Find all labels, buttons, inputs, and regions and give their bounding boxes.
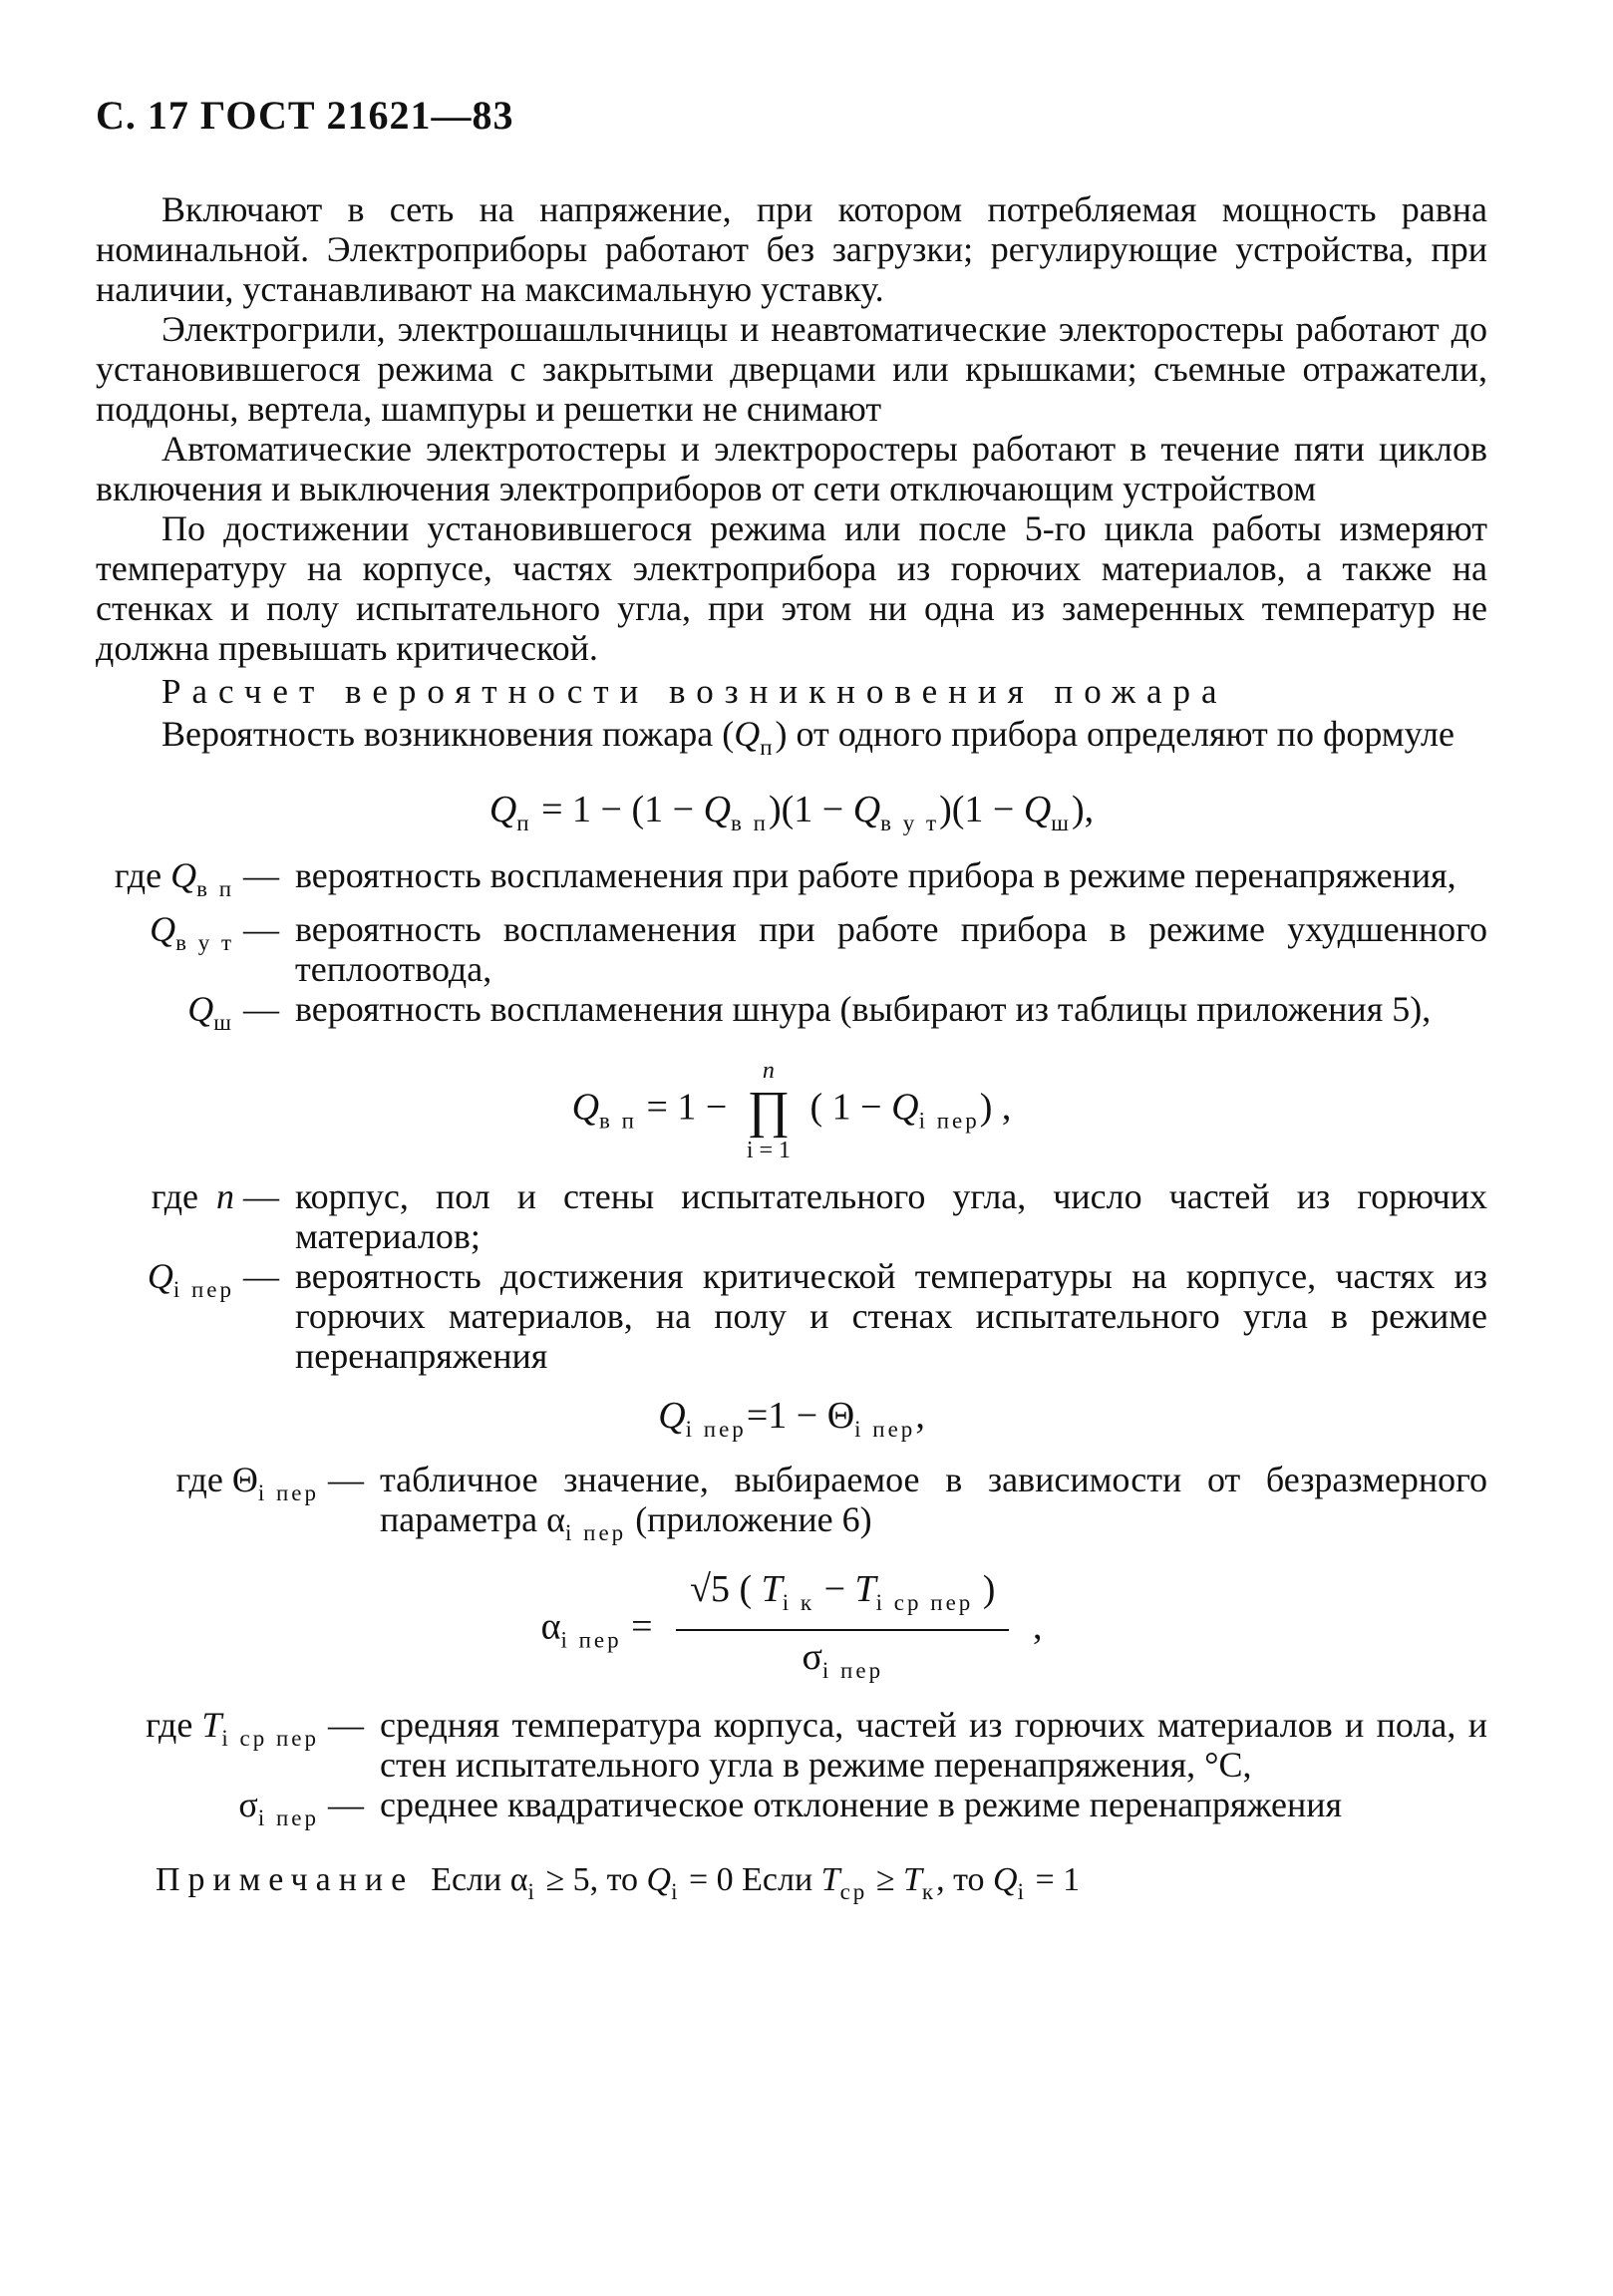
document-body [96,189,1487,1946]
note: Примечание Если $\alpha_i \ge 5$, то $Q_i = 0$ Если $T_{ср} \ge T_к$, то $Q_i = 1$ [156,1861,1081,1904]
formula-dimensionless-parameter: $\alpha_{i пер}$ = $\frac{√5 ( T_{i к} - T_{i ср пер} )}{\sigma_{i пер}}$ , [96,1567,1487,1693]
definition-term: где n — [151,1176,279,1216]
paragraph-4: По достижении установившегося режима или после 5-го цикла работы измеряют температуру на корпусе, частях электроприбора из горючих материалов, а также на стенках и полу испытательного угла, при этом ни одна из замеренных температур не должна превышать критической. [96,508,1487,668]
fraction-denominator: $\sigma_{i пер}$ [802,1636,884,1683]
definition-term: $\sigma_{i пер}$ — [238,1785,364,1830]
fraction [676,1567,1009,1693]
formula-critical-temperature-probability: $Q_{i пер}=1 - \Theta_{i пер}$, [658,1395,925,1442]
page-header: С. 17 ГОСТ 21621—83 [96,93,514,138]
formula-overvoltage-probability: $Q_{в п} = 1 - n$ ∏ i = 1 ( $1 - Q_{i пер}$) , [571,1058,1012,1163]
definition-term: $Q_{в у т}$ — [150,909,279,955]
note-title: Примечание [156,1861,415,1898]
definition-term: где $Q_{в п}$ — [114,855,279,901]
definition-text: средняя температура корпуса, частей из горючих материалов и пола, и стен испытательного угла в режиме перенапряжения, °С, [380,1705,1487,1785]
definition-term: где $\Theta_{i пер}$ — [175,1460,364,1505]
definition-term: где $T_{i ср пер}$ — [146,1705,364,1751]
definitions-list-3 [96,1460,1487,1553]
definition-text: корпус, пол и стены испытательного угла, число частей из горючих материалов; [295,1176,1487,1256]
definitions-list-4 [96,1705,1487,1838]
formula-fire-probability: $Q_п = 1 - (1 - Q_{в п})(1 - Q_{в у т})(1 - Q_ш)$, [488,789,1095,835]
definition-text: среднее квадратическое отклонение в режиме перенапряжения [380,1785,1343,1824]
definition-text: вероятность воспламенения при работе прибора в режиме ухудшенного теплоотвода, [295,909,1487,989]
section-title: Расчет вероятности возникновения пожара [161,672,1228,711]
product-operator: n ∏ i = 1 [746,1058,792,1163]
definition-text: вероятность воспламенения шнура (выбирают из таблицы приложения 5), [295,989,1432,1029]
paragraph-2: Электрогрили, электрошашлычницы и неавтоматические электоростеры работают до установившегося режима с закрытыми дверцами или крышками; съемные отражатели, поддоны, вертела, шампуры и решетки не снимают [96,309,1487,429]
definition-term: $Q_ш$ — [187,989,279,1035]
fraction-numerator: √5 ( $T_{i к} - T_{i ср пер}$ ) [676,1567,1009,1631]
definition-text: вероятность достижения критической температуры на корпусе, частях из горючих материалов, на полу и стенах испытательного угла в режиме перенапряжения [295,1256,1487,1376]
definition-text: табличное значение, выбираемое в зависимости от безразмерного параметра $\alpha_{i пер}$ (приложение 6) [380,1460,1487,1545]
definition-term: $Q_{i пер}$ — [147,1256,279,1302]
paragraph-3: Автоматические электротостеры и электроростеры работают в течение пяти циклов включения и выключения электроприборов от сети отключающим устройством [96,429,1487,508]
definitions-list-2 [96,1176,1487,1376]
paragraph-1: Включают в сеть на напряжение, при котором потребляемая мощность равна номинальной. Электроприборы работают без загрузки; регулирующие устройства, при наличии, устанавливают на максимальную уставку. [96,189,1487,309]
definitions-list-1 [96,855,1487,1043]
product-symbol: ∏ [747,1082,791,1139]
intro-paragraph: Вероятность возникновения пожара $(Q_п)$ от одного прибора определяют по формуле [161,714,1454,760]
definition-text: вероятность воспламенения при работе прибора в режиме перенапряжения, [295,855,1456,895]
